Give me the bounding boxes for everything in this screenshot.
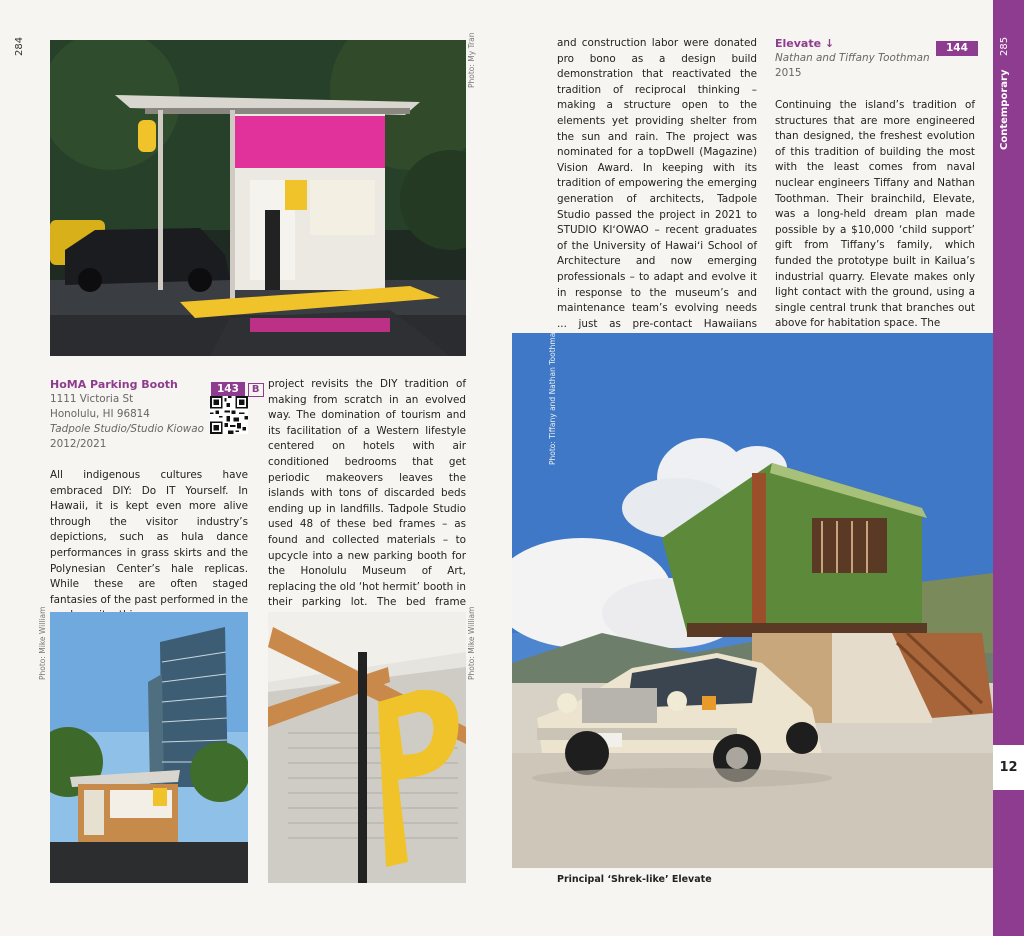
photo-elevate xyxy=(512,333,993,868)
photo-credit-top: Photo: My Tran xyxy=(467,32,476,88)
entry-address-line1: 1111 Victoria St xyxy=(50,393,134,405)
left-column-1-text: All indigenous cultures have embraced DIY: Do IT Yourself. In Hawaii, it is kept even more alive through the visitor industry’s depictions, such as hula dance performances in grass skirts and the Polynesian Center’s hale replicas. While these are often staged fantasies of the past performed in the xyxy=(50,469,248,606)
entry-badge: B xyxy=(248,383,264,397)
entry-architect: Tadpole Studio/Studio Kiowao xyxy=(50,423,205,435)
page-number-right: 285 xyxy=(999,36,1010,56)
arrow-down-icon: ↓ xyxy=(824,37,835,50)
section-label: Contemporary xyxy=(999,69,1010,150)
photo-p-sign-closeup xyxy=(268,612,466,883)
entry-title: HoMA Parking Booth xyxy=(50,378,178,391)
entry-143-number xyxy=(211,377,264,397)
photo-caption: Principal ‘Shrek-like’ Elevate xyxy=(557,874,712,885)
entry-number-tag: 143 xyxy=(211,382,245,397)
photo-credit-bottom-right: Photo: Mike William xyxy=(467,606,476,680)
entry-144-number-tag: 144 xyxy=(936,41,978,56)
entry-years: 2012/2021 xyxy=(50,438,107,450)
chapter-tab[interactable] xyxy=(993,745,1024,790)
entry-144-year: 2015 xyxy=(775,67,802,79)
left-column-2-text: project revisits the DIY tradition of making from scratch in an evolved way. The domination of tourism and its facilitation of a Western lifestyle centered on hotels with air conditioned bedrooms that get periodic makeovers leaves the islands with tons of discarded beds ending up in landfills. Tadpole Studio used 48 of these bed frames – as found and collected materials – to upcycle into a new parking booth for the Honolulu Museum of Art, replacing the old ‘hot hermit’ booth in their parking lot. The bed frame xyxy=(268,378,466,609)
photo-booth-daytime xyxy=(50,612,248,883)
right-column-2-text: Continuing the island’s tradition of structures that are more engineered than designed, the freshest evolution of this tradition of building the most with the least comes from naval nuclear engineers Tiffany and Nathan Toothman. Their brainchild, Elevate, was a long-held dream plan made possible by a $10,000 ‘child support’ gift from Tiffany’s family, which funded the prototype built in Kailua’s industrial quarry. Elevate makes only light contact with the ground, using a single central trunk that branches out above for habitation space. The xyxy=(775,99,975,330)
entry-address-line2: Honolulu, HI 96814 xyxy=(50,408,150,420)
qr-code[interactable] xyxy=(210,396,248,434)
photo-parking-booth-night xyxy=(50,40,466,356)
left-column-2 xyxy=(268,377,466,642)
photo-credit-bottom-left: Photo: Mike William xyxy=(38,606,47,680)
entry-144-title: Elevate xyxy=(775,37,822,50)
entry-144-number xyxy=(936,36,978,56)
chapter-number: 12 xyxy=(999,760,1018,775)
right-column-1 xyxy=(557,36,757,379)
photo-credit-elevate: Photo: Tiffany and Nathan Toothman xyxy=(548,327,557,465)
page-number-left: 284 xyxy=(14,36,25,56)
entry-144-architect: Nathan and Tiffany Toothman xyxy=(775,52,930,64)
right-column-2 xyxy=(775,98,975,348)
right-column-1-text: and construction labor were donated pro bono as a design build demonstration that reactivated the tradition of reciprocal thinking – making a structure open to the elements yet providing shelter from the sun and rain. The project was nominated for a topDwell (Magazine) Vision Award. In keeping with its tradition of empowering the emerging generation of architects, Tadpole Studio passed the project in 2021 to STUDIO KIʻOWAO – recent graduates of the University of Hawaiʻi School of Architecture and now emerging professionals – to adapt and evolve it in response to the museum’s and maintenance team’s evolving needs ... just as pre-contact Hawaiians xyxy=(557,36,757,363)
